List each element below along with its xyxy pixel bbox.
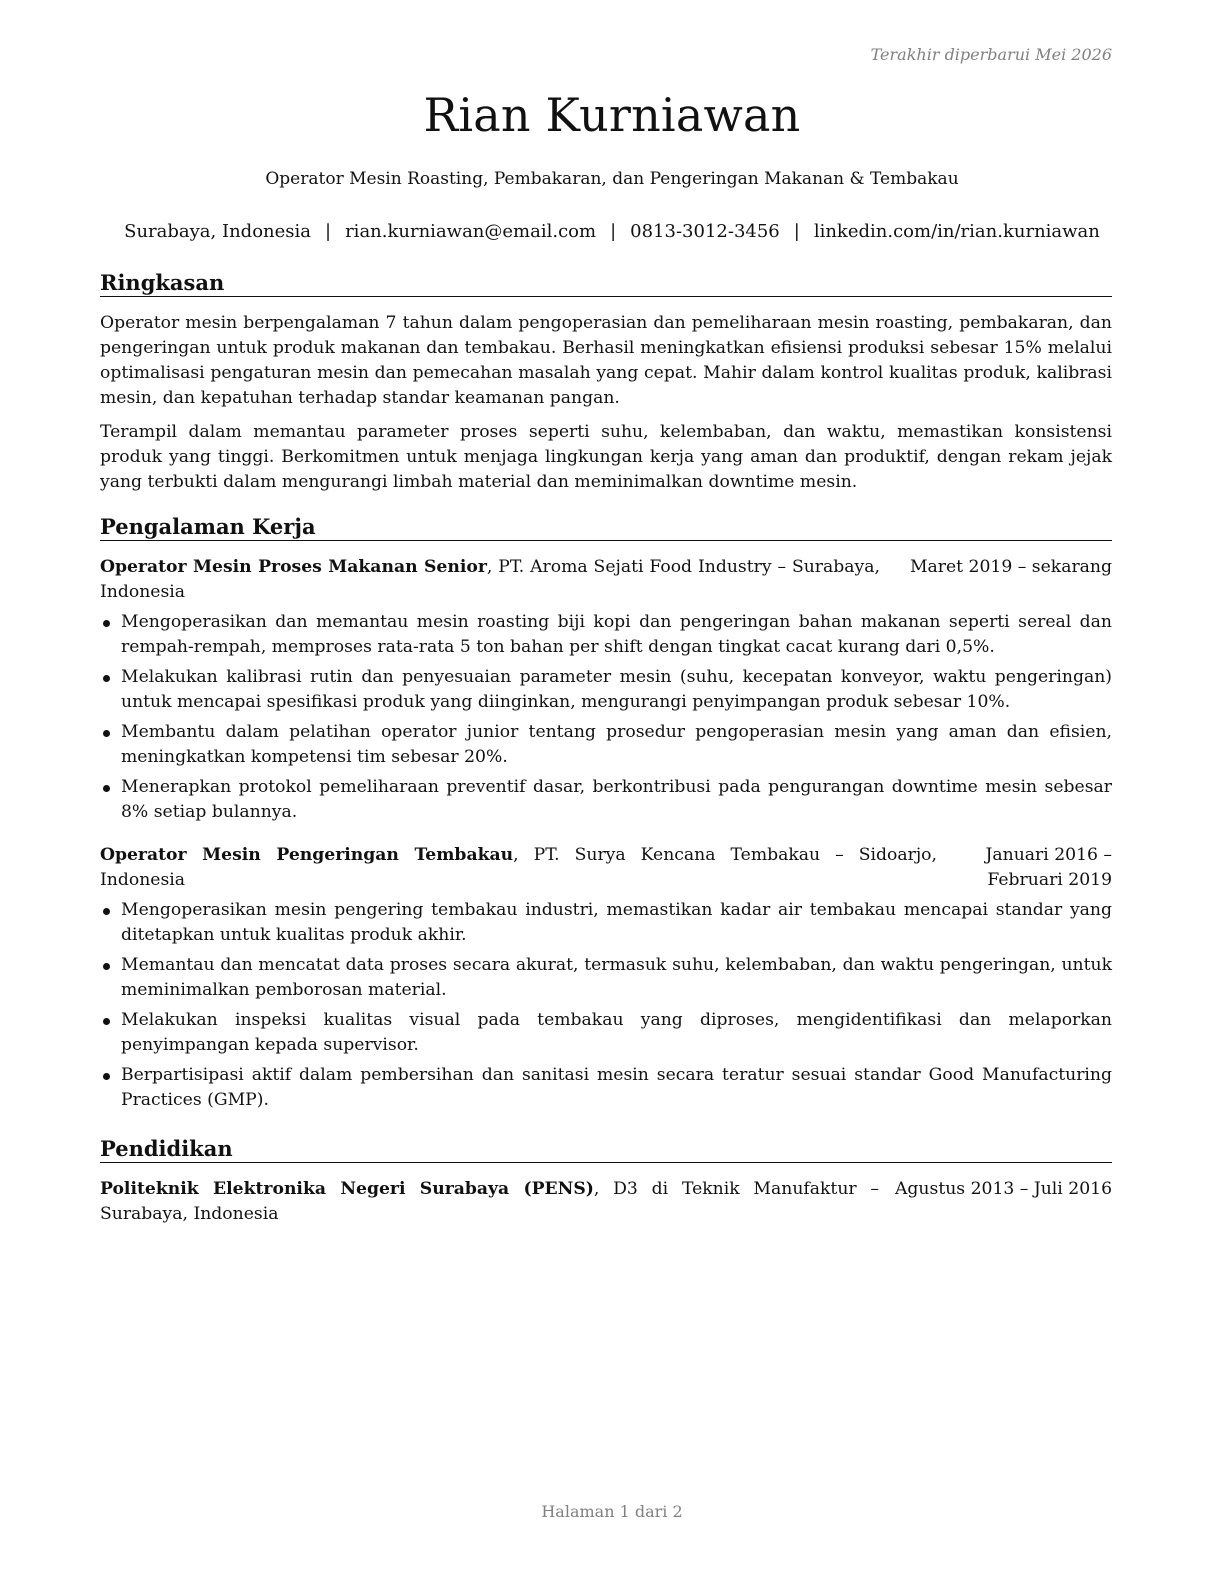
job-header	[100, 555, 1112, 605]
job-entry	[100, 843, 1112, 1113]
job-bullet: Membantu dalam pelatihan operator junior tentang prosedur pengoperasian mesin yang aman dan efisien, meningkatkan kompetensi tim sebesar 20%.	[100, 720, 1112, 770]
job-bullet: Mengoperasikan dan memantau mesin roasting biji kopi dan pengeringan bahan makanan seperti sereal dan rempah-rempah, memproses rata-rata 5 ton bahan per shift dengan tingkat cacat kurang dari 0,5%.	[100, 610, 1112, 660]
job-bullet: Menerapkan protokol pemeliharaan preventif dasar, berkontribusi pada pengurangan downtime mesin sebesar 8% setiap bulannya.	[100, 775, 1112, 825]
contact-location: Surabaya, Indonesia	[124, 221, 311, 242]
education-entry	[100, 1177, 1112, 1227]
job-company: , PT. Aroma Sejati Food Industry – Surabaya, Indonesia	[100, 557, 880, 602]
job-dates: Januari 2016 – Februari 2019	[985, 845, 1112, 890]
job-entry	[100, 555, 1112, 825]
education-line	[100, 1177, 879, 1227]
education-school: Politeknik Elektronika Negeri Surabaya (PENS)	[100, 1179, 594, 1199]
candidate-name: Rian Kurniawan	[423, 88, 801, 142]
contact-line	[0, 221, 1224, 242]
headline: Operator Mesin Roasting, Pembakaran, dan Pengeringan Makanan & Tembakau	[265, 169, 959, 189]
contact-separator: |	[610, 221, 617, 242]
job-bullet: Memantau dan mencatat data proses secara akurat, termasuk suhu, kelembaban, dan waktu pengeringan, untuk meminimalkan pemborosan material.	[100, 953, 1112, 1003]
job-bullet: Melakukan inspeksi kualitas visual pada tembakau yang diproses, mengidentifikasi dan melaporkan penyimpangan kepada supervisor.	[100, 1008, 1112, 1058]
summary-paragraph: Terampil dalam memantau parameter proses seperti suhu, kelembaban, dan waktu, memastikan konsistensi produk yang tinggi. Berkomitmen untuk menjaga lingkungan kerja yang aman dan produktif, dengan rekam jejak yang terbukti dalam mengurangi limbah material dan meminimalkan downtime mesin.	[100, 422, 1112, 492]
job-bullet: Berpartisipasi aktif dalam pembersihan dan sanitasi mesin secara teratur sesuai standar Good Manufacturing Practices (GMP).	[100, 1063, 1112, 1113]
education-dates: Agustus 2013 – Juli 2016	[895, 1179, 1112, 1199]
job-bullets	[100, 898, 1112, 1113]
page-number: Halaman 1 dari 2	[541, 1502, 683, 1521]
education-degree: , D3 di Teknik Manufaktur – Surabaya, Indonesia	[100, 1179, 879, 1224]
education-section	[100, 1136, 1112, 1227]
job-title-line	[100, 555, 880, 605]
summary-section	[100, 270, 1112, 495]
last-updated-note: Terakhir diperbarui Mei 2026	[870, 45, 1112, 64]
section-title-education: Pendidikan	[100, 1136, 1112, 1163]
job-role: Operator Mesin Pengeringan Tembakau	[100, 845, 514, 865]
job-role: Operator Mesin Proses Makanan Senior	[100, 557, 487, 577]
section-title-experience: Pengalaman Kerja	[100, 514, 1112, 541]
job-header	[100, 843, 1112, 893]
contact-email[interactable]: rian.kurniawan@email.com	[345, 221, 597, 242]
job-bullet: Melakukan kalibrasi rutin dan penyesuaian parameter mesin (suhu, kecepatan konveyor, waktu pengeringan) untuk mencapai spesifikasi produk yang diinginkan, mengurangi penyimpangan produk sebesar 10%.	[100, 665, 1112, 715]
contact-separator: |	[793, 221, 800, 242]
summary-paragraph: Operator mesin berpengalaman 7 tahun dalam pengoperasian dan pemeliharaan mesin roasting, pembakaran, dan pengeringan untuk produk makanan dan tembakau. Berhasil meningkatkan efisiensi produksi sebesar 15% melalui optimalisasi pengaturan mesin dan pemecahan masalah yang cepat. Mahir dalam kontrol kualitas produk, kalibrasi mesin, dan kepatuhan terhadap standar keamanan pangan.	[100, 313, 1112, 408]
experience-section	[100, 514, 1112, 1113]
contact-linkedin[interactable]: linkedin.com/in/rian.kurniawan	[813, 221, 1100, 242]
contact-separator: |	[325, 221, 332, 242]
job-title-line	[100, 843, 937, 893]
job-bullet: Mengoperasikan mesin pengering tembakau industri, memastikan kadar air tembakau mencapai standar yang ditetapkan untuk kualitas produk akhir.	[100, 898, 1112, 948]
section-title-summary: Ringkasan	[100, 270, 1112, 297]
job-company: , PT. Surya Kencana Tembakau – Sidoarjo, Indonesia	[100, 845, 937, 890]
job-bullets	[100, 610, 1112, 825]
job-dates: Maret 2019 – sekarang	[909, 557, 1112, 577]
contact-phone: 0813-3012-3456	[630, 221, 780, 242]
